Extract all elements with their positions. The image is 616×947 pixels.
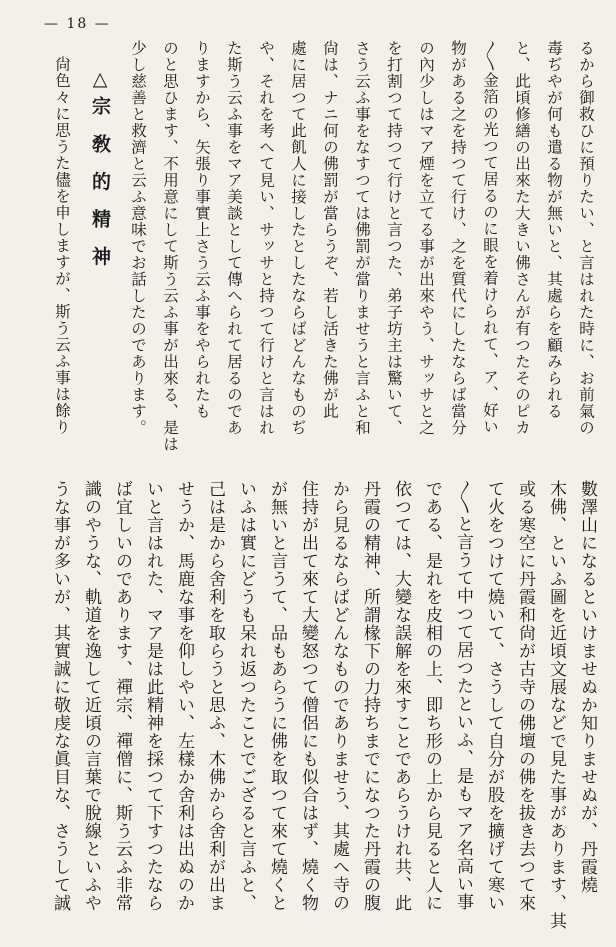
text-column: りますから、矢張り事實上さう云ふ事をやられたも: [193, 40, 211, 420]
page-number: — 18 —: [44, 16, 111, 32]
text-column: るから御救ひに預りたい、と言はれた時に、お前氣の: [577, 40, 595, 436]
text-column: 少し慈善と救濟と云ふ意味でお話したのであります。: [129, 40, 147, 436]
text-column: た斯う云ふ事をマア美談として傳へられて居るのであ: [225, 40, 243, 436]
lower-text-block: [34, 480, 602, 938]
text-column: ば宜しいのであります、禪宗、禪僧に、斯う云ふ非常: [112, 480, 132, 912]
text-column: 尙は、ナニ何の佛罰が當らうぞ、若し活きた佛が此: [321, 40, 339, 420]
upper-text-block: [34, 40, 602, 466]
text-column: 處に居つて此飢人に接したとしたならばどんなものぢ: [289, 40, 307, 436]
text-column: て火をつけて燒いて、さうして自分が股を擴げて寒い: [484, 480, 504, 912]
text-column: 木佛、といふ圖を近頃文展などで見た事があります、其: [546, 480, 566, 930]
text-column: 數澤山になるといけませぬか知りませぬが、丹霞燒: [577, 480, 597, 894]
text-column: である、是れを皮相の上、即ち形の上から見ると人に: [422, 480, 442, 912]
text-column: 己は是から舍利を取らうと思ふ、木佛から舍利が出ま: [205, 480, 225, 912]
text-column: から見るならばどんなものでありませう、其處へ寺の: [329, 480, 349, 912]
text-column: 尙色々に思うた儘を申しますが、斯う云ふ事は餘り: [53, 56, 71, 436]
text-column: 識のやうな、軌道を逸して近頃の言葉で脫線といふや: [81, 480, 101, 912]
text-column: 物がある之を持つて行け、之を質代にしたならば當分: [449, 40, 467, 436]
text-column: 〳〵金箔の光つて居るのに眼を着けられて、ア、好い: [481, 40, 499, 435]
text-column: と、此頃修繕の出來た大きい佛さんが有つたそのピカ: [513, 40, 531, 436]
text-column: のと思ひます、不用意にして斯う云ふ事が出來る、是は: [161, 40, 179, 453]
text-column: が無いと言うて、品もあらうに佛を取つて來て燒くと: [267, 480, 287, 912]
text-column: や、それを考へて見い、サッサと持つて行けと言はれ: [257, 40, 275, 436]
section-heading: △宗 敎 的 精 神: [89, 68, 111, 272]
text-column: 住持が出て來て大變怒つて僧侶にも似合はず、燒く物: [298, 480, 318, 912]
text-column: うな事が多いが、其實誠に敬虔な眞目な、さうして誠: [50, 480, 70, 912]
text-column: せうか、馬鹿な事を仰しやい、左樣か舍利は出ぬのか: [174, 480, 194, 912]
text-column: いと言はれた、マア是は此精神を採つて下すつたなら: [143, 480, 163, 912]
text-column: 依つては、大變な誤解を來すことであらうけれ共、此: [391, 480, 411, 912]
text-column: 丹霞の精神、所謂椽下の力持ちまでになつた丹霞の腹: [360, 480, 380, 912]
text-column: いふは實にどうも呆れ返つたことでござると言ふと、: [236, 480, 256, 912]
text-column: の內少しはマア煙を立てる事が出來やう、サッサと之: [417, 40, 435, 436]
text-column: 或る寒空に丹霞和尙が古寺の佛壇の佛を拔き去つて來: [515, 480, 535, 912]
text-column: さう云ふ事をなすつては佛罰が當りませうと言ふと和: [353, 40, 371, 436]
text-column: 〳〵と言うて中つて居つたといふ、是もマア名高い事: [453, 480, 473, 911]
text-column: 毒ぢやが何も遣る物が無いと、其處らを顧みられる: [545, 40, 563, 420]
text-column: を打割つて持つて行けと言つた、弟子坊主は驚いて、: [385, 40, 403, 436]
